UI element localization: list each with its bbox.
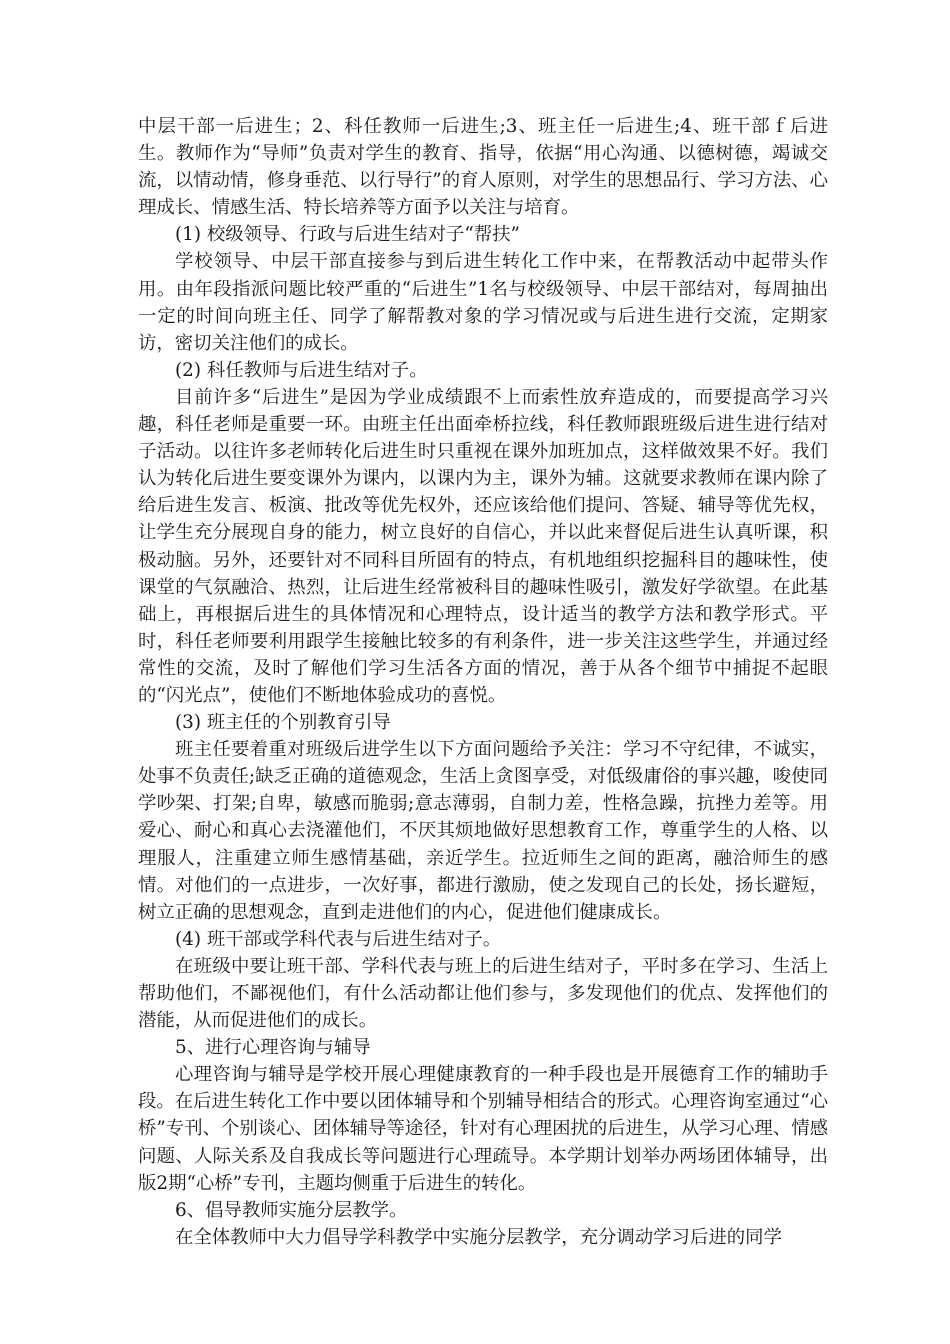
heading-tiered-teaching: 6、倡导教师实施分层教学。 xyxy=(175,1199,408,1221)
paragraph-tiered-teaching: 在全体教师中大力倡导学科教学中实施分层教学，充分调动学习后进的同学 xyxy=(175,1226,782,1248)
paragraph-head-teacher: 班主任要着重对班级后进学生以下方面问题给予关注：学习不守纪律，不诚实，处事不负责任;缺乏正确的道德观念，生活上贪图享受，对低级庸俗的事兴趣，唆使同学吵架、打架;自卑，敏感而脆弱;意志薄弱，自制力差，性格急躁，抗挫力差等。用爱心、耐心和真心去浇灌他们，不厌其烦地做好思想教育工作，尊重学生的人格、以理服人，注重建立师生感情基础，亲近学生。拉近师生之间的距离，融洽师生的感情。对他们的一点进步，一次好事，都进行激励，使之发现自己的长处，扬长避短，树立正确的思想观念，直到走进他们的内心，促进他们健康成长。 xyxy=(138,739,828,923)
paragraph-subject-teachers: 目前许多“后进生”是因为学业成绩跟不上而索性放弃造成的，而要提高学习兴趣，科任老师是重要一环。由班主任出面牵桥拉线，科任教师跟班级后进生进行结对子活动。以往许多老师转化后进生时只重视在课外加班加点，这样做效果不好。我们认为转化后进生要变课外为课内，以课内为主，课外为辅。这就要求教师在课内除了给后进生发言、板演、批改等优先权外，还应该给他们提问、答疑、辅导等优先权，让学生充分展现自身的能力，树立良好的自信心，并以此来督促后进生认真听课，积极动脑。另外，还要针对不同科目所固有的特点，有机地组织挖掘科目的趣味性，使课堂的气氛融洽、热烈，让后进生经常被科目的趣味性吸引，激发好学欲望。在此基础上，再根据后进生的具体情况和心理特点，设计适当的教学方法和教学形式。平时，科任老师要利用跟学生接触比较多的有利条件，进一步关注这些学生，并通过经常性的交流，及时了解他们学习生活各方面的情况，善于从各个细节中捕捉不起眼的“闪光点”，使他们不断地体验成功的喜悦。 xyxy=(138,386,828,706)
paragraph-counseling: 心理咨询与辅导是学校开展心理健康教育的一种手段也是开展德育工作的辅助手段。在后进生转化工作中要以团体辅导和个别辅导相结合的形式。心理咨询室通过“心桥”专刊、个别谈心、团体辅导等途径，针对有心理困扰的后进生，从学习心理、情感问题、人际关系及自我成长等问题进行心理疏导。本学期计划举办两场团体辅导，出版2期“心桥”专刊，主题均侧重于后进生的转化。 xyxy=(138,1064,828,1194)
paragraph-leaders-pairing: 学校领导、中层干部直接参与到后进生转化工作中来，在帮教活动中起带头作用。由年段指派问题比较严重的“后进生”1名与校级领导、中层干部结对，每周抽出一定的时间向班主任、同学了解帮教对象的学习情况或与后进生进行交流，定期家访，密切关注他们的成长。 xyxy=(138,251,828,354)
heading-head-teacher: (3) 班主任的个别教育引导 xyxy=(175,712,391,734)
heading-subject-teachers: (2) 科任教师与后进生结对子。 xyxy=(175,359,428,381)
paragraph-class-cadres: 在班级中要让班干部、学科代表与班上的后进生结对子，平时多在学习、生活上帮助他们，不鄙视他们，有什么活动都让他们参与，多发现他们的优点、发挥他们的潜能，从而促进他们的成长。 xyxy=(138,955,828,1032)
heading-leaders-pairing: (1) 校级领导、行政与后进生结对子“帮扶” xyxy=(175,224,520,246)
heading-counseling: 5、进行心理咨询与辅导 xyxy=(175,1037,371,1059)
heading-class-cadres: (4) 班干部或学科代表与后进生结对子。 xyxy=(175,928,502,950)
document-page xyxy=(138,113,828,1251)
paragraph-intro: 中层干部一后进生；2、科任教师一后进生;3、班主任一后进生;4、班干部ｆ后进生。教师作为“导师”负责对学生的教育、指导，依据“用心沟通、以德树德，竭诚交流，以情动情，修身垂范、以行导行”的育人原则，对学生的思想品行、学习方法、心理成长、情感生活、特长培养等方面予以关注与培育。 xyxy=(138,116,828,219)
